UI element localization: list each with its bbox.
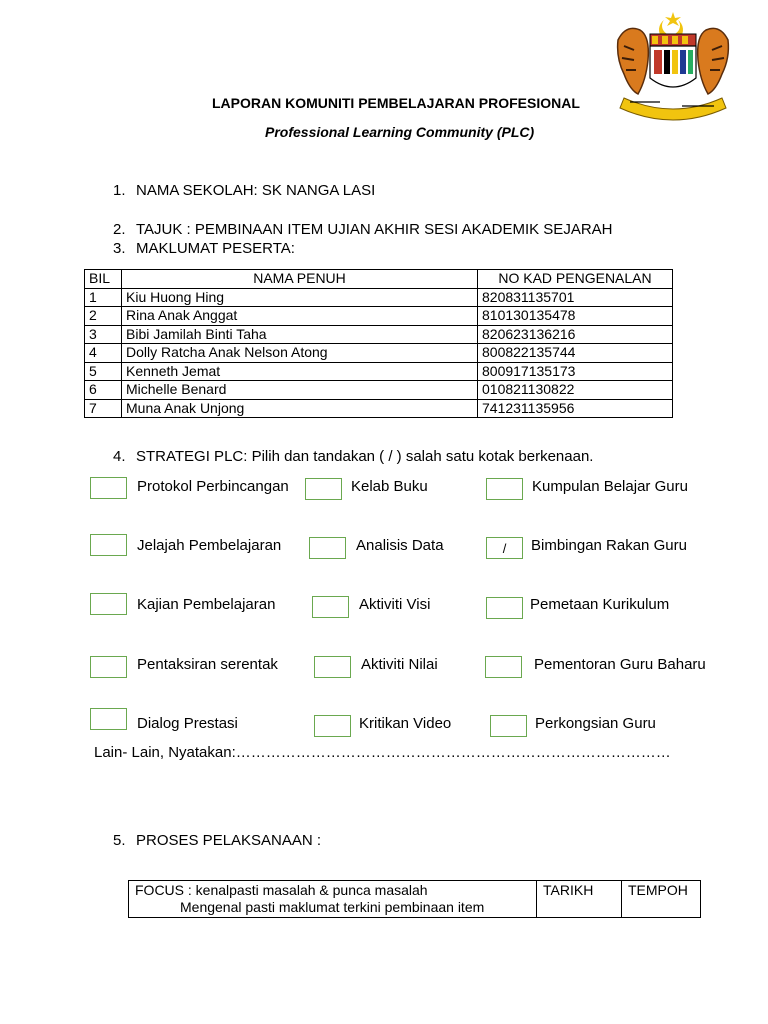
row-name: Bibi Jamilah Binti Taha: [122, 325, 478, 344]
section-1-number: 1.: [113, 182, 126, 199]
row-bil: 1: [85, 288, 122, 307]
row-ic: 010821130822: [478, 381, 673, 400]
row-bil: 4: [85, 344, 122, 363]
label-kelab-buku: Kelab Buku: [351, 478, 428, 495]
row-bil: 2: [85, 307, 122, 326]
row-ic: 820623136216: [478, 325, 673, 344]
table-row: [85, 288, 673, 307]
col-header-tempoh: TEMPOH: [622, 881, 701, 918]
label-analisis-data: Analisis Data: [356, 537, 444, 554]
checkbox-kumpulan-belajar-guru[interactable]: [486, 478, 523, 500]
table-row: [85, 325, 673, 344]
participants-header-row: [85, 270, 673, 289]
table-row: [85, 381, 673, 400]
strategy-instruction: STRATEGI PLC: Pilih dan tandakan ( / ) salah satu kotak berkenaan.: [136, 448, 594, 465]
row-bil: 7: [85, 399, 122, 418]
checkbox-perkongsian-guru[interactable]: [490, 715, 527, 737]
checkbox-pemetaan-kurikulum[interactable]: [486, 597, 523, 619]
checkbox-dialog-prestasi[interactable]: [90, 708, 127, 730]
section-2-number: 2.: [113, 221, 126, 238]
row-name: Kiu Huong Hing: [122, 288, 478, 307]
table-row: [85, 399, 673, 418]
row-name: Michelle Benard: [122, 381, 478, 400]
label-kumpulan-belajar-guru: Kumpulan Belajar Guru: [532, 478, 688, 495]
label-pementoran-guru-baharu: Pementoran Guru Baharu: [534, 656, 706, 673]
checkbox-pentaksiran-serentak[interactable]: [90, 656, 127, 678]
school-name: NAMA SEKOLAH: SK NANGA LASI: [136, 182, 376, 199]
row-bil: 3: [85, 325, 122, 344]
row-ic: 800917135173: [478, 362, 673, 381]
col-header-nama: NAMA PENUH: [122, 270, 478, 289]
label-bimbingan-rakan-guru: Bimbingan Rakan Guru: [531, 537, 687, 554]
label-pentaksiran-serentak: Pentaksiran serentak: [137, 656, 278, 673]
checkbox-pementoran-guru-baharu[interactable]: [485, 656, 522, 678]
checkbox-bimbingan-rakan-guru[interactable]: /: [486, 537, 523, 559]
focus-text: FOCUS : kenalpasti masalah & punca masalah: [135, 882, 428, 898]
table-row: [85, 362, 673, 381]
row-bil: 6: [85, 381, 122, 400]
participants-table: [84, 269, 673, 418]
col-header-tarikh: TARIKH: [537, 881, 622, 918]
row-ic: 810130135478: [478, 307, 673, 326]
process-table: [128, 880, 701, 918]
participants-heading: MAKLUMAT PESERTA:: [136, 240, 295, 257]
row-ic: 820831135701: [478, 288, 673, 307]
label-protokol-perbincangan: Protokol Perbincangan: [137, 478, 289, 495]
section-5-number: 5.: [113, 832, 126, 849]
label-aktiviti-nilai: Aktiviti Nilai: [361, 656, 438, 673]
row-name: Muna Anak Unjong: [122, 399, 478, 418]
label-jelajah-pembelajaran: Jelajah Pembelajaran: [137, 537, 282, 554]
jata-negara-crest-logo: [612, 10, 734, 122]
label-dialog-prestasi: Dialog Prestasi: [137, 715, 238, 732]
table-row: [85, 344, 673, 363]
row-ic: 800822135744: [478, 344, 673, 363]
others-specify-line: Lain- Lain, Nyatakan:……………………………………………………………………………: [94, 744, 671, 761]
focus-cell: [129, 881, 537, 918]
col-header-ic: NO KAD PENGENALAN: [478, 270, 673, 289]
checkbox-jelajah-pembelajaran[interactable]: [90, 534, 127, 556]
label-perkongsian-guru: Perkongsian Guru: [535, 715, 656, 732]
checkbox-kajian-pembelajaran[interactable]: [90, 593, 127, 615]
label-kajian-pembelajaran: Kajian Pembelajaran: [137, 596, 276, 613]
checkbox-protokol-perbincangan[interactable]: [90, 477, 127, 499]
checkbox-aktiviti-visi[interactable]: [312, 596, 349, 618]
checkbox-analisis-data[interactable]: [309, 537, 346, 559]
checkbox-kelab-buku[interactable]: [305, 478, 342, 500]
section-4-number: 4.: [113, 448, 126, 465]
row-ic: 741231135956: [478, 399, 673, 418]
table-row: [85, 307, 673, 326]
col-header-bil: BIL: [85, 270, 122, 289]
focus-detail-text: Mengenal pasti maklumat terkini pembinaan item: [180, 899, 485, 915]
document-title: LAPORAN KOMUNITI PEMBELAJARAN PROFESIONAL: [212, 95, 580, 111]
topic-title: TAJUK : PEMBINAAN ITEM UJIAN AKHIR SESI AKADEMIK SEJARAH: [136, 221, 613, 238]
label-aktiviti-visi: Aktiviti Visi: [359, 596, 431, 613]
label-pemetaan-kurikulum: Pemetaan Kurikulum: [530, 596, 670, 613]
section-3-number: 3.: [113, 240, 126, 257]
process-heading: PROSES PELAKSANAAN :: [136, 832, 322, 849]
checkbox-kritikan-video[interactable]: [314, 715, 351, 737]
process-header-row: [129, 881, 701, 918]
row-name: Kenneth Jemat: [122, 362, 478, 381]
row-name: Rina Anak Anggat: [122, 307, 478, 326]
row-name: Dolly Ratcha Anak Nelson Atong: [122, 344, 478, 363]
row-bil: 5: [85, 362, 122, 381]
document-subtitle: Professional Learning Community (PLC): [265, 124, 535, 140]
label-kritikan-video: Kritikan Video: [359, 715, 452, 732]
checkbox-aktiviti-nilai[interactable]: [314, 656, 351, 678]
